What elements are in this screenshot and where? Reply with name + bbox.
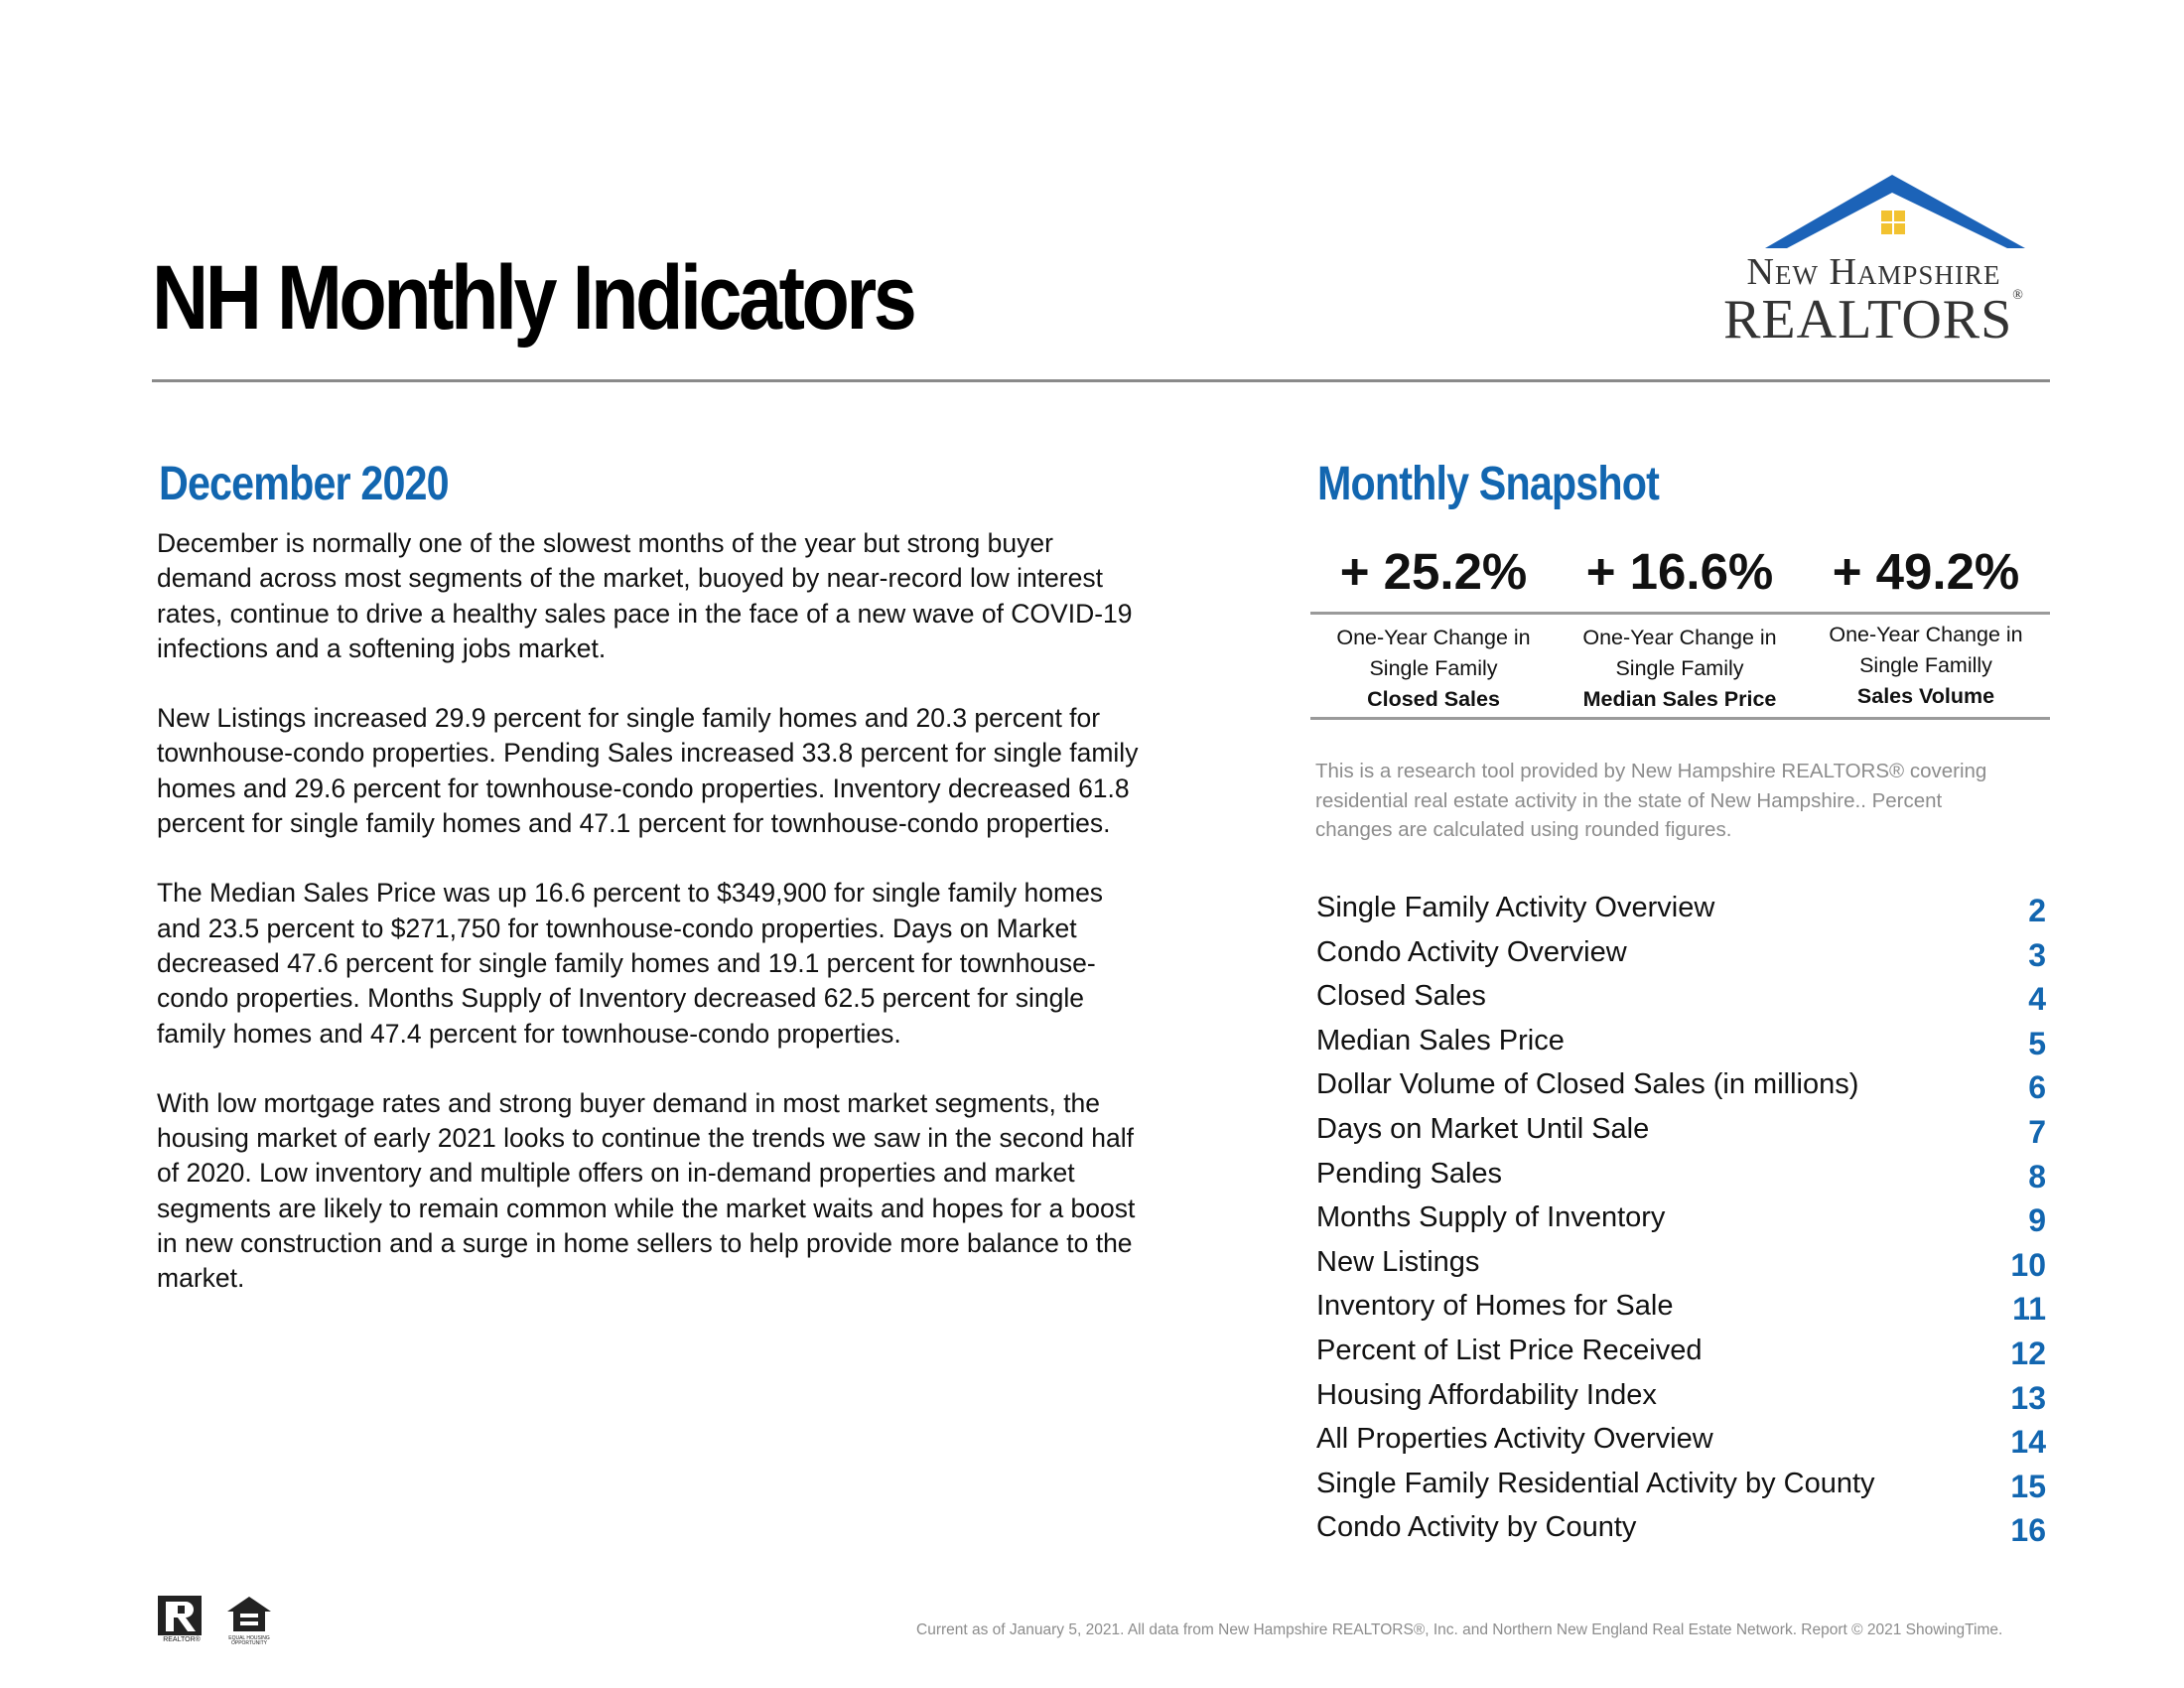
- realtor-caption: REALTOR®: [163, 1636, 201, 1643]
- stat-closed-sales-value: + 25.2%: [1339, 543, 1528, 600]
- narrative-paragraph: December is normally one of the slowest months of the year but strong buyer demand across most segments of the market, buoyed by near-record low interest rates, continue to drive a healthy sales pace in the face of a new wave of COVID-19 infections and a softening jobs market.: [157, 528, 1133, 663]
- registered-mark: ®: [2012, 288, 2024, 303]
- toc-item[interactable]: [1316, 976, 2046, 1021]
- narrative-paragraph: The Median Sales Price was up 16.6 percent to $349,900 for single family homes and 23.5 percent to $271,750 for townhouse-condo properties. Days on Market decreased 47.6 percent for single family homes and 19.1 percent for townhouse-condo properties. Months Supply of Inventory decreased 62.5 percent for single family homes and 47.4 percent for townhouse-condo properties.: [157, 878, 1104, 1049]
- toc-page-number[interactable]: 16: [2010, 1512, 2046, 1549]
- toc-label[interactable]: All Properties Activity Overview: [1316, 1423, 1713, 1456]
- narrative-paragraph: New Listings increased 29.9 percent for single family homes and 20.3 percent for townhouse-condo properties. Pending Sales increased 33.8 percent for single family homes and 29.6 percent for townhouse-condo properties. Inventory decreased 61.8 percent for single family homes and 47.1 percent for townhouse-condo properties.: [157, 703, 1139, 839]
- stat-metric-label: Median Sales Price: [1582, 687, 1777, 711]
- toc-item[interactable]: [1316, 1286, 2046, 1331]
- toc-label[interactable]: Single Family Activity Overview: [1316, 892, 1715, 923]
- stat-desc-line: One-Year Change in: [1336, 626, 1531, 649]
- stat-metric-label: Sales Volume: [1856, 684, 1995, 708]
- toc-label[interactable]: Days on Market Until Sale: [1316, 1112, 1650, 1145]
- toc-page-number[interactable]: 5: [2028, 1025, 2046, 1061]
- toc-label[interactable]: Condo Activity by County: [1316, 1511, 1637, 1544]
- page-title: NH Monthly Indicators: [152, 247, 914, 349]
- toc-label[interactable]: Closed Sales: [1316, 980, 1486, 1013]
- toc-page-number[interactable]: 3: [2028, 936, 2046, 973]
- logo-line1-text: New Hampshire: [1746, 251, 2001, 293]
- stat-metric-label: Closed Sales: [1367, 687, 1500, 711]
- roof-icon: [1698, 171, 2050, 250]
- stat-desc-line: Single Family: [1369, 656, 1498, 680]
- snapshot-divider-bottom: [1310, 717, 2050, 720]
- footer-note: Current as of January 5, 2021. All data from New Hampshire REALTORS®, Inc. and Northern New England Real Estate Network. Report © 2021 ShowingTime.: [916, 1621, 2003, 1638]
- toc-label[interactable]: Pending Sales: [1316, 1157, 1503, 1190]
- toc-page-number[interactable]: 13: [2010, 1379, 2046, 1416]
- toc-page-number[interactable]: 10: [2010, 1246, 2046, 1283]
- toc-page-number[interactable]: 2: [2028, 893, 2046, 928]
- market-narrative: [157, 526, 1150, 1332]
- stat-desc-line: Single Familly: [1859, 653, 1992, 677]
- toc-item[interactable]: [1316, 932, 2046, 977]
- toc-page-number[interactable]: 14: [2010, 1424, 2046, 1461]
- toc-item[interactable]: [1316, 1375, 2046, 1420]
- stat-desc-line: One-Year Change in: [1582, 626, 1777, 649]
- stat-median-price-value: + 16.6%: [1585, 543, 1774, 600]
- toc-item[interactable]: [1316, 1109, 2046, 1154]
- toc-page-number[interactable]: 4: [2028, 981, 2046, 1018]
- stat-sales-volume-value: + 49.2%: [1832, 543, 2020, 600]
- toc-label[interactable]: Dollar Volume of Closed Sales (in millions): [1316, 1068, 1859, 1101]
- toc-item[interactable]: [1316, 1419, 2046, 1464]
- new-hampshire-realtors-logo: [1698, 171, 2050, 350]
- toc-item[interactable]: [1316, 1507, 2046, 1552]
- toc-item[interactable]: [1316, 1242, 2046, 1287]
- logo-line-realtors: [1698, 288, 2050, 352]
- toc-item[interactable]: [1316, 1464, 2046, 1508]
- toc-item[interactable]: [1316, 1064, 2046, 1109]
- toc-label[interactable]: Inventory of Homes for Sale: [1316, 1290, 1674, 1323]
- toc-page-number[interactable]: 8: [2028, 1158, 2046, 1195]
- toc-page-number[interactable]: 6: [2028, 1069, 2046, 1106]
- toc-label[interactable]: Condo Activity Overview: [1316, 935, 1627, 968]
- snapshot-descriptions-row: [1310, 615, 2050, 717]
- toc-item[interactable]: [1316, 888, 2046, 932]
- stat-median-price-desc: [1557, 623, 1803, 717]
- toc-page-number[interactable]: 12: [2010, 1335, 2046, 1371]
- period-heading: December 2020: [159, 458, 449, 510]
- monthly-snapshot: [1310, 536, 2050, 720]
- toc-item[interactable]: [1316, 1331, 2046, 1375]
- toc-item[interactable]: [1316, 1154, 2046, 1198]
- stat-desc-line: Single Family: [1615, 656, 1744, 680]
- toc-item[interactable]: [1316, 1021, 2046, 1065]
- stat-desc-line: One-Year Change in: [1829, 623, 2023, 646]
- logo-line2-text: REALTORS: [1723, 289, 2013, 351]
- table-of-contents: [1316, 888, 2046, 1552]
- toc-page-number[interactable]: 7: [2028, 1113, 2046, 1150]
- toc-label[interactable]: Housing Affordability Index: [1316, 1378, 1657, 1411]
- toc-item[interactable]: [1316, 1197, 2046, 1242]
- toc-page-number[interactable]: 15: [2010, 1468, 2046, 1504]
- toc-label[interactable]: Median Sales Price: [1316, 1024, 1565, 1056]
- stat-closed-sales-desc: [1310, 623, 1557, 717]
- toc-label[interactable]: Months Supply of Inventory: [1316, 1201, 1666, 1234]
- stat-sales-volume-desc: [1803, 620, 2049, 717]
- toc-page-number[interactable]: 11: [2012, 1291, 2046, 1328]
- equal-housing-caption: EQUAL HOUSING OPPORTUNITY: [228, 1635, 270, 1646]
- snapshot-heading: Monthly Snapshot: [1317, 458, 1659, 510]
- footer-icons: [156, 1594, 275, 1645]
- snapshot-values-row: [1310, 536, 2050, 612]
- header-divider: [152, 379, 2050, 382]
- toc-page-number[interactable]: 9: [2028, 1202, 2046, 1239]
- research-disclaimer: This is a research tool provided by New Hampshire REALTORS® covering residential real estate activity in the state of New Hampshire.. Percent changes are calculated using rounded figures.: [1315, 760, 1987, 841]
- toc-label[interactable]: Percent of List Price Received: [1316, 1334, 1703, 1366]
- toc-label[interactable]: Single Family Residential Activity by County: [1316, 1467, 1875, 1499]
- toc-label[interactable]: New Listings: [1316, 1245, 1480, 1278]
- narrative-paragraph: With low mortgage rates and strong buyer demand in most market segments, the housing market of early 2021 looks to continue the trends we saw in the second half of 2020. Low inventory and multiple offers on in-demand properties and market segments are likely to remain common while the market waits and hopes for a boost in new construction and a surge in home sellers to help provide more balance to the market.: [157, 1087, 1136, 1294]
